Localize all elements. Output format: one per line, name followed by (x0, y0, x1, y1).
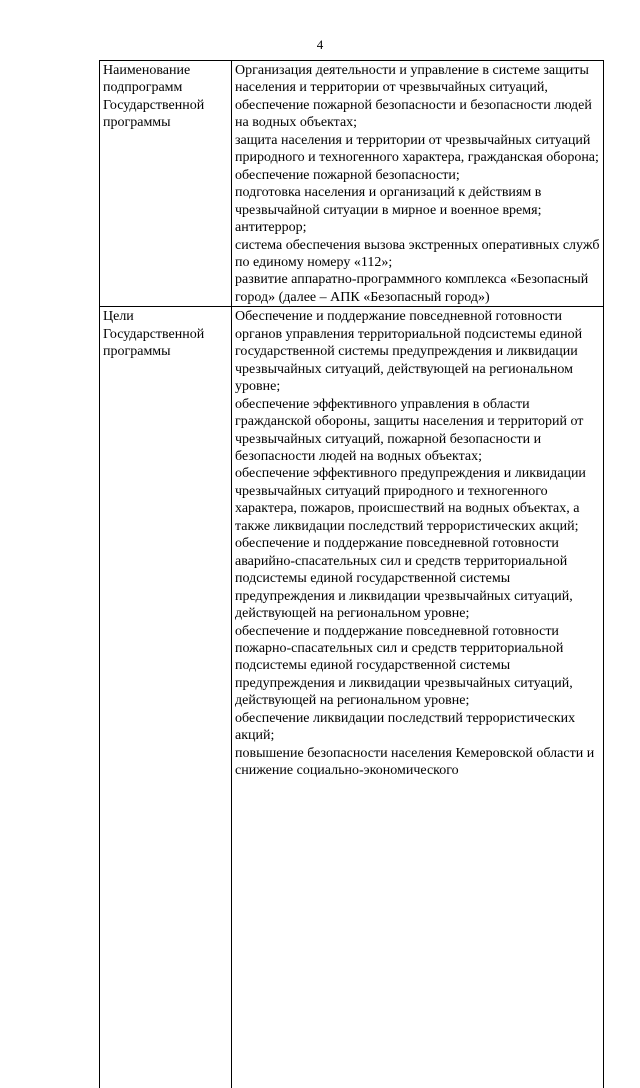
goal-item: обеспечение и поддержание повседневной готовности пожарно-спасательных сил и средств территориальной подсистемы единой государственной системы предупреждения и ликвидации чрезвычайных ситуаций, действующей на региональном уровне; (235, 623, 573, 709)
table-row-goals (100, 307, 604, 1088)
goal-item: повышение безопасности населения Кемеровской области и снижение социально-экономического (235, 745, 595, 779)
goal-item: обеспечение ликвидации последствий террористических акций; (235, 710, 576, 744)
subprogram-item: развитие аппаратно-программного комплекса «Безопасный город» (далее – АПК «Безопасный город») (235, 272, 589, 305)
subprogram-item: система обеспечения вызова экстренных оперативных служб по единому номеру «112»; (235, 237, 600, 270)
content-cell-subprograms (232, 61, 604, 307)
subprogram-item: антитеррор; (235, 220, 307, 236)
row-label-goals: Цели Государственной программы (103, 309, 205, 360)
subprogram-item: Организация деятельности и управление в системе защиты населения и территории от чрезвычайных ситуаций, обеспечение пожарной безопасности и безопасности людей на водных объектах; (235, 63, 592, 131)
label-cell-subprograms (100, 61, 232, 307)
subprogram-item: защита населения и территории от чрезвычайных ситуаций природного и техногенного характера, гражданская оборона; (235, 132, 599, 166)
goal-item: обеспечение эффективного предупреждения и ликвидации чрезвычайных ситуаций природного и техногенного характера, пожаров, происшествий на водных объектах, а также ликвидации последствий террористических акций; (235, 466, 586, 534)
goal-item: обеспечение эффективного управления в области гражданской обороны, защиты населения и территорий от чрезвычайных ситуаций, пожарной безопасности и безопасности людей на водных объектах; (235, 396, 584, 464)
page-number: 4 (316, 37, 324, 52)
label-cell-goals (100, 307, 232, 1088)
row-label-subprograms: Наименование подпрограмм Государственной программы (103, 63, 205, 131)
table-row-subprograms (100, 61, 604, 307)
content-cell-goals (232, 307, 604, 1088)
subprogram-item: обеспечение пожарной безопасности; (235, 167, 460, 183)
goal-item: обеспечение и поддержание повседневной готовности аварийно-спасательных сил и средств территориальной подсистемы единой государственной системы предупреждения и ликвидации чрезвычайных ситуаций, действующей на региональном уровне; (235, 536, 573, 622)
goal-item: Обеспечение и поддержание повседневной готовности органов управления территориальной подсистемы единой государственной системы предупреждения и ликвидации чрезвычайных ситуаций, действующей на региональном уровне; (235, 309, 583, 395)
subprogram-item: подготовка населения и организаций к действиям в чрезвычайной ситуации в мирное и военное время; (235, 185, 542, 218)
program-passport-table (99, 60, 604, 1088)
